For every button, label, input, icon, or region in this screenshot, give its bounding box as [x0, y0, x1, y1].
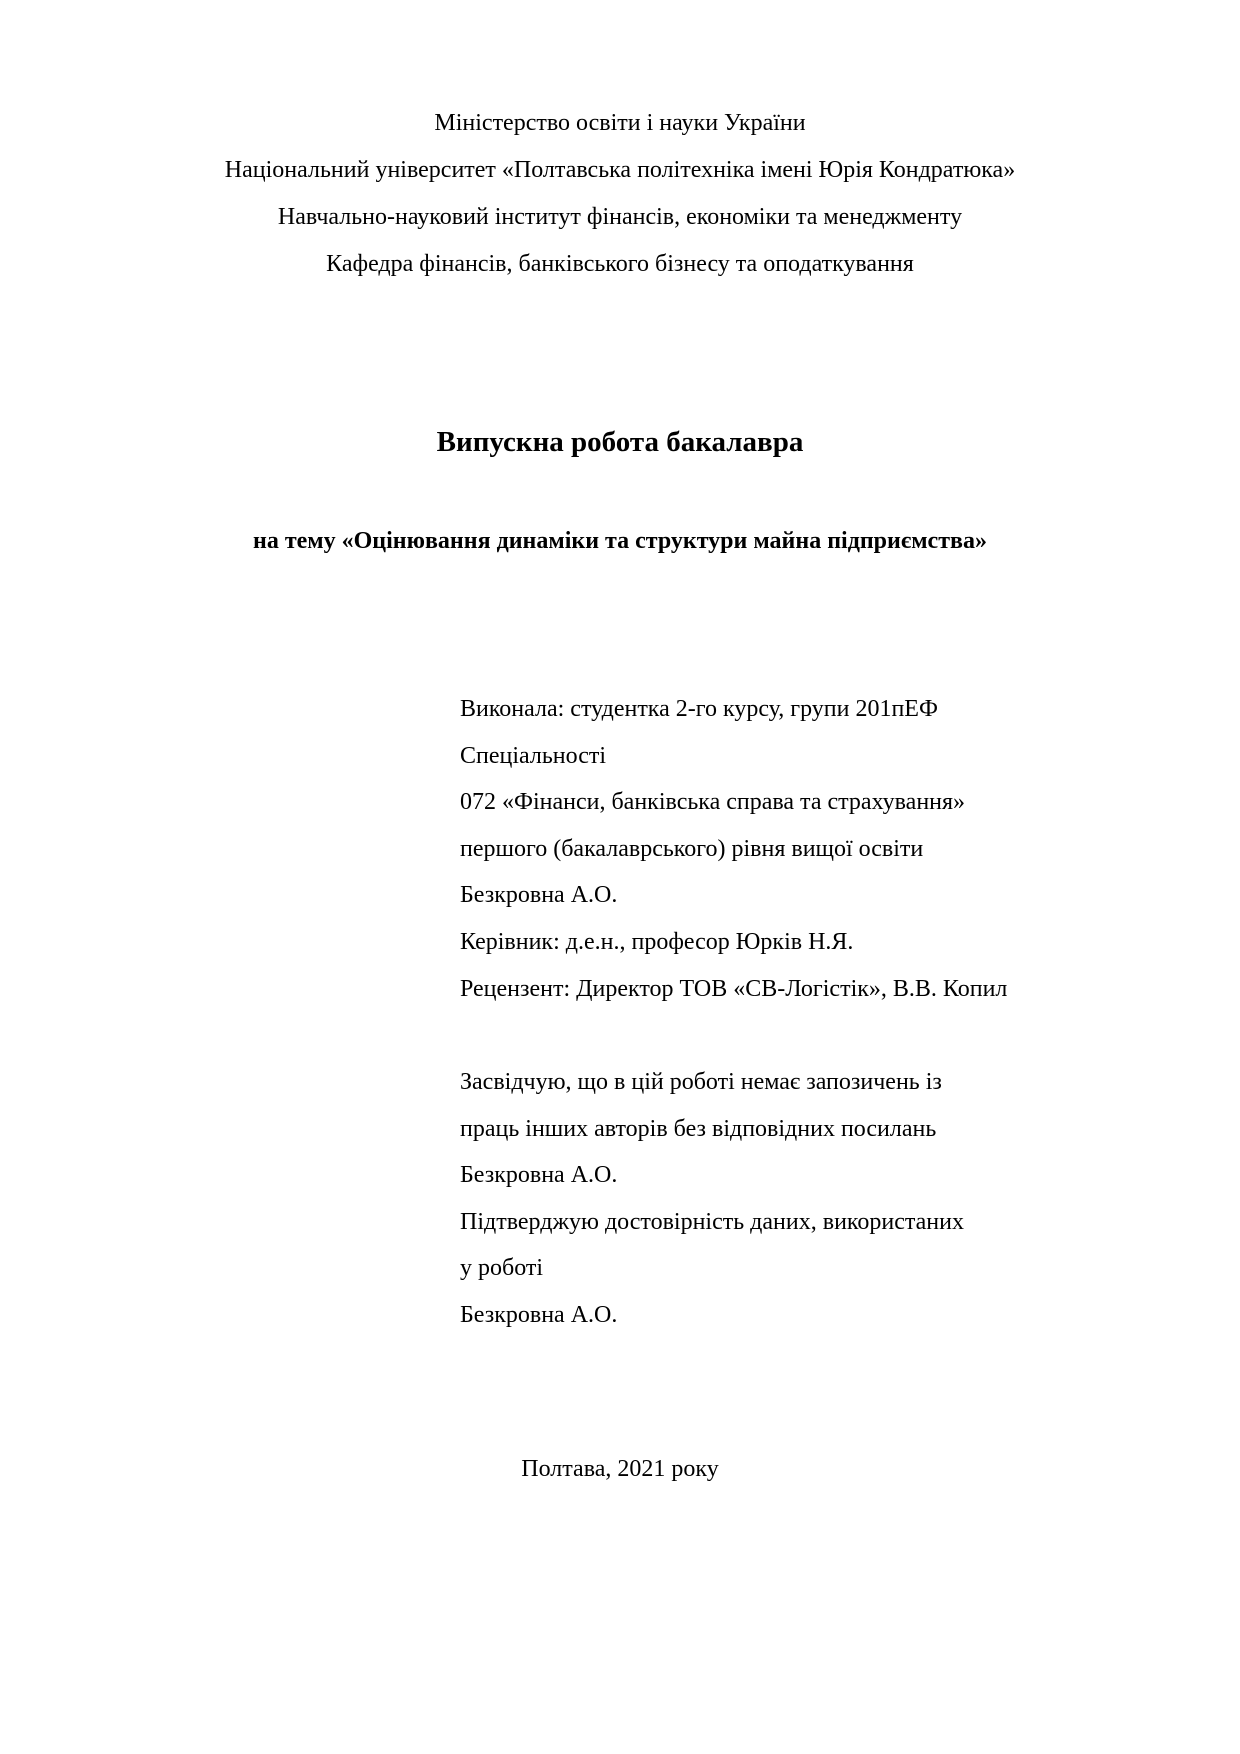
attestation-signature-2: Безкровна А.О. — [460, 1301, 618, 1328]
header-line-department: Кафедра фінансів, банківського бізнесу та оподаткування — [326, 251, 914, 277]
author-info-block — [460, 686, 1180, 1012]
author-line-degree-level: першого (бакалаврського) рівня вищої освіти — [460, 835, 924, 862]
attestation-line-2: праць інших авторів без відповідних посилань — [460, 1115, 937, 1142]
thesis-topic: на тему «Оцінювання динаміки та структури майна підприємства» — [253, 528, 987, 554]
author-line-supervisor: Керівник: д.е.н., професор Юрків Н.Я. — [460, 928, 854, 955]
header-line-university: Національний університет «Полтавська політехніка імені Юрія Кондратюка» — [224, 157, 1016, 183]
attestation-signature-1: Безкровна А.О. — [460, 1162, 618, 1189]
attestation-line-4: у роботі — [460, 1255, 544, 1282]
header-line-institute: Навчально-науковий інститут фінансів, економіки та менеджменту — [277, 204, 963, 230]
header-line-ministry: Міністерство освіти і науки України — [434, 110, 806, 136]
city-year-footer: Полтава, 2021 року — [521, 1456, 719, 1482]
thesis-title: Випускна робота бакалавра — [436, 426, 804, 458]
author-line-speciality-code: 072 «Фінанси, банківська справа та страхування» — [460, 789, 966, 816]
attestation-block — [460, 1059, 1180, 1339]
author-line-reviewer: Рецензент: Директор ТОВ «СВ-Логістік», В.В. Копил — [460, 975, 1008, 1002]
ministry-header — [70, 100, 1170, 288]
author-line-performed-by: Виконала: студентка 2-го курсу, групи 201пЕФ — [460, 696, 938, 722]
attestation-line-1: Засвідчую, що в цій роботі немає запозичень із — [460, 1069, 942, 1095]
author-line-speciality: Спеціальності — [460, 742, 607, 769]
attestation-line-3: Підтверджую достовірність даних, використаних — [460, 1208, 964, 1235]
author-line-student-name: Безкровна А.О. — [460, 882, 618, 909]
